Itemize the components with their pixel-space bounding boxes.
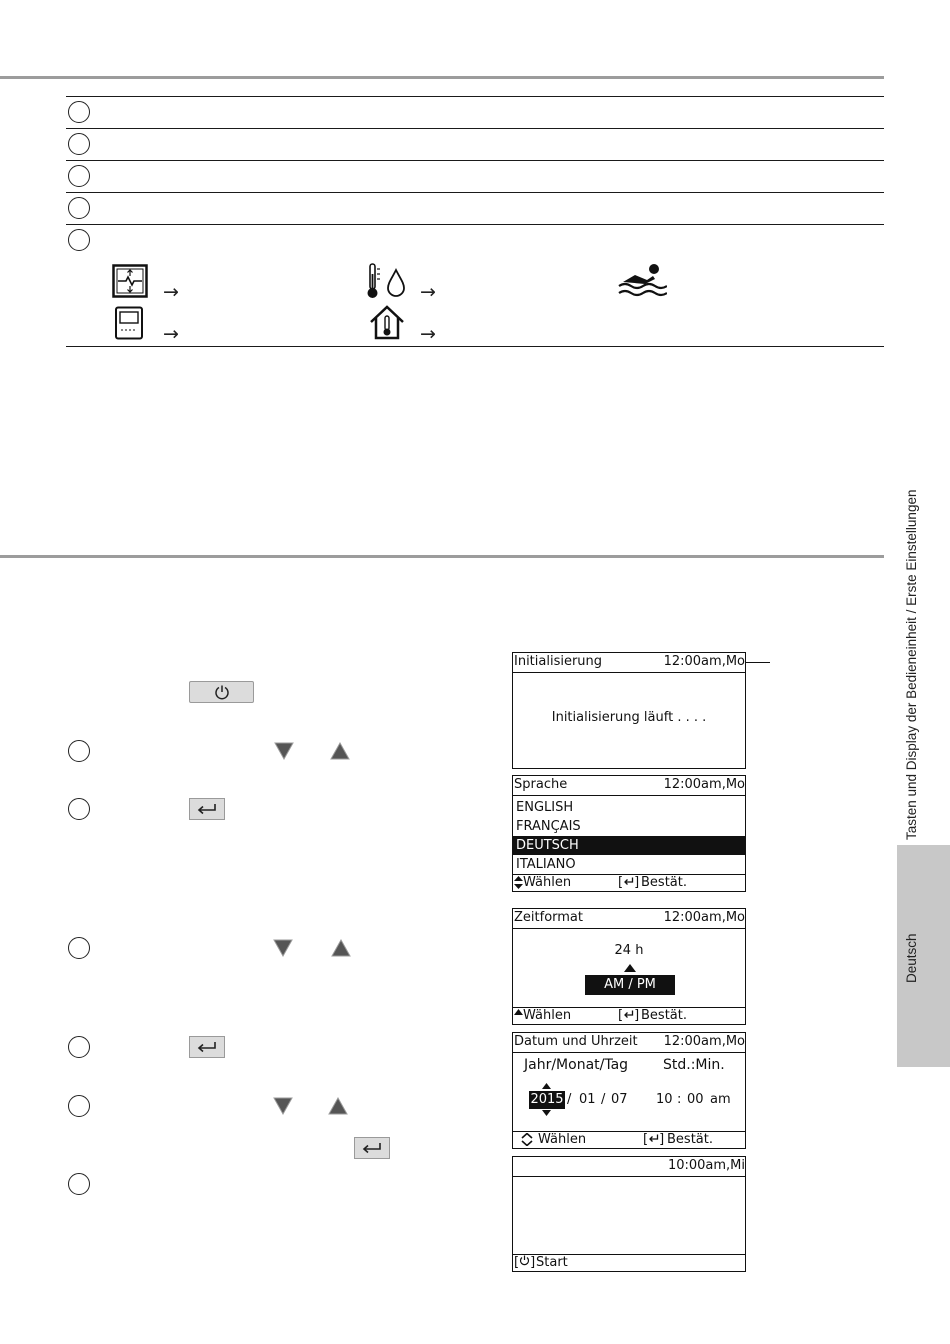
enter-bracket-icon: [ ] [618, 1008, 640, 1023]
power-icon [214, 684, 230, 700]
lcd-footer [513, 1131, 745, 1148]
lcd-screen-language [512, 775, 746, 892]
down-key-icon[interactable] [273, 939, 293, 957]
table-line [66, 96, 884, 97]
arrow-icon: → [420, 323, 436, 345]
up-key-icon[interactable] [330, 742, 350, 760]
lcd-header [513, 653, 745, 673]
date-separator: / [601, 1092, 606, 1107]
footer-select-label: Wählen [523, 1008, 572, 1023]
enter-key[interactable] [189, 798, 225, 820]
time-field-label: Std.:Min. [663, 1057, 725, 1073]
language-option[interactable]: ENGLISH [516, 800, 574, 815]
step-number-circle [68, 101, 90, 123]
month-field[interactable]: 01 [579, 1092, 596, 1107]
remote-controller-icon [114, 306, 144, 340]
room-thermostat-house-icon [368, 303, 406, 341]
step-number-circle [68, 937, 90, 959]
vertical-chapter-heading: Tasten und Display der Bedieneinheit / Erste Einstellungen [904, 489, 919, 840]
table-line [66, 346, 884, 347]
step-number-circle [68, 133, 90, 155]
hour-field[interactable]: 10 [656, 1092, 673, 1107]
lcd-clock: 10:00am,Mi [667, 1158, 745, 1173]
enter-icon [196, 803, 218, 815]
arrow-icon: → [163, 323, 179, 345]
lcd-header [513, 1157, 745, 1177]
time-separator: : [677, 1092, 682, 1107]
initialization-message: Initialisierung läuft . . . . [551, 710, 707, 725]
table-line [66, 128, 884, 129]
power-bracket-icon: [ ] [514, 1255, 536, 1270]
enter-key[interactable] [354, 1137, 390, 1159]
up-caret-icon [542, 1083, 551, 1089]
down-caret-icon [542, 1110, 551, 1116]
step-number-circle [68, 229, 90, 251]
lcd-title: Initialisierung [514, 654, 603, 669]
enter-key[interactable] [189, 1036, 225, 1058]
temperature-water-icon [367, 262, 409, 300]
day-field[interactable]: 07 [611, 1092, 628, 1107]
year-field-selected[interactable]: 2015 [530, 1092, 564, 1107]
step-number-circle [68, 1095, 90, 1117]
section-rule-top [0, 76, 884, 79]
footer-select-label: Wählen [538, 1132, 587, 1147]
step-number-circle [68, 165, 90, 187]
language-option-selected[interactable]: DEUTSCH [513, 836, 745, 855]
step-number-circle [68, 798, 90, 820]
lcd-screen-date-time [512, 1032, 746, 1149]
lcd-clock: 12:00am,Mo [663, 910, 745, 925]
power-key[interactable] [189, 681, 254, 703]
lcd-header [513, 776, 745, 796]
lcd-clock: 12:00am,Mo [663, 1034, 745, 1049]
up-down-arrows-icon [514, 876, 523, 889]
minute-field[interactable]: 00 [687, 1092, 704, 1107]
footer-confirm-label: Bestät. [667, 1132, 713, 1147]
lcd-screen-initialization [512, 652, 746, 769]
table-line [66, 192, 884, 193]
ampm-field[interactable]: am [710, 1092, 731, 1107]
selection-caret-icon [624, 964, 636, 972]
enter-icon [196, 1041, 218, 1053]
callout-line [746, 662, 770, 663]
enter-icon [361, 1142, 383, 1154]
footer-confirm-label: Bestät. [641, 875, 687, 890]
language-option[interactable]: ITALIANO [516, 857, 576, 872]
lcd-clock: 12:00am,Mo [663, 654, 745, 669]
enter-bracket-icon: [ ] [618, 875, 640, 890]
date-field-label: Jahr/Monat/Tag [524, 1057, 629, 1073]
time-format-24h-option[interactable]: 24 h [614, 943, 644, 958]
step-number-circle [68, 740, 90, 762]
lcd-title: Datum und Uhrzeit [514, 1034, 638, 1049]
step-number-circle [68, 1173, 90, 1195]
lcd-screen-time-format [512, 908, 746, 1025]
lcd-header [513, 909, 745, 929]
step-number-circle [68, 197, 90, 219]
swimming-pool-icon [617, 262, 667, 300]
lcd-footer [513, 874, 745, 891]
lcd-title: Zeitformat [514, 910, 583, 925]
up-down-arrows-icon [521, 1133, 533, 1146]
down-key-icon[interactable] [274, 742, 294, 760]
time-format-ampm-option-selected[interactable]: AM / PM [585, 975, 675, 995]
lcd-header [513, 1033, 745, 1053]
lcd-footer [513, 1007, 745, 1024]
section-rule-middle [0, 555, 884, 558]
arrow-icon: → [420, 281, 436, 303]
down-key-icon[interactable] [273, 1097, 293, 1115]
up-key-icon[interactable] [328, 1097, 348, 1115]
step-number-circle [68, 1036, 90, 1058]
footer-confirm-label: Bestät. [641, 1008, 687, 1023]
up-arrow-icon [514, 1009, 523, 1015]
date-separator: / [567, 1092, 572, 1107]
up-key-icon[interactable] [331, 939, 351, 957]
language-tab-label: Deutsch [904, 933, 919, 983]
lcd-footer [513, 1254, 745, 1271]
table-line [66, 160, 884, 161]
footer-select-label: Wählen [523, 875, 572, 890]
lcd-title: Sprache [514, 777, 568, 792]
footer-start-label: Start [536, 1255, 568, 1270]
enter-bracket-icon: [ ] [643, 1132, 665, 1147]
lcd-screen-start [512, 1156, 746, 1272]
language-option[interactable]: FRANÇAIS [516, 819, 581, 834]
lcd-clock: 12:00am,Mo [663, 777, 745, 792]
heat-pump-mode-icon [112, 264, 148, 298]
arrow-icon: → [163, 281, 179, 303]
table-line [66, 224, 884, 225]
